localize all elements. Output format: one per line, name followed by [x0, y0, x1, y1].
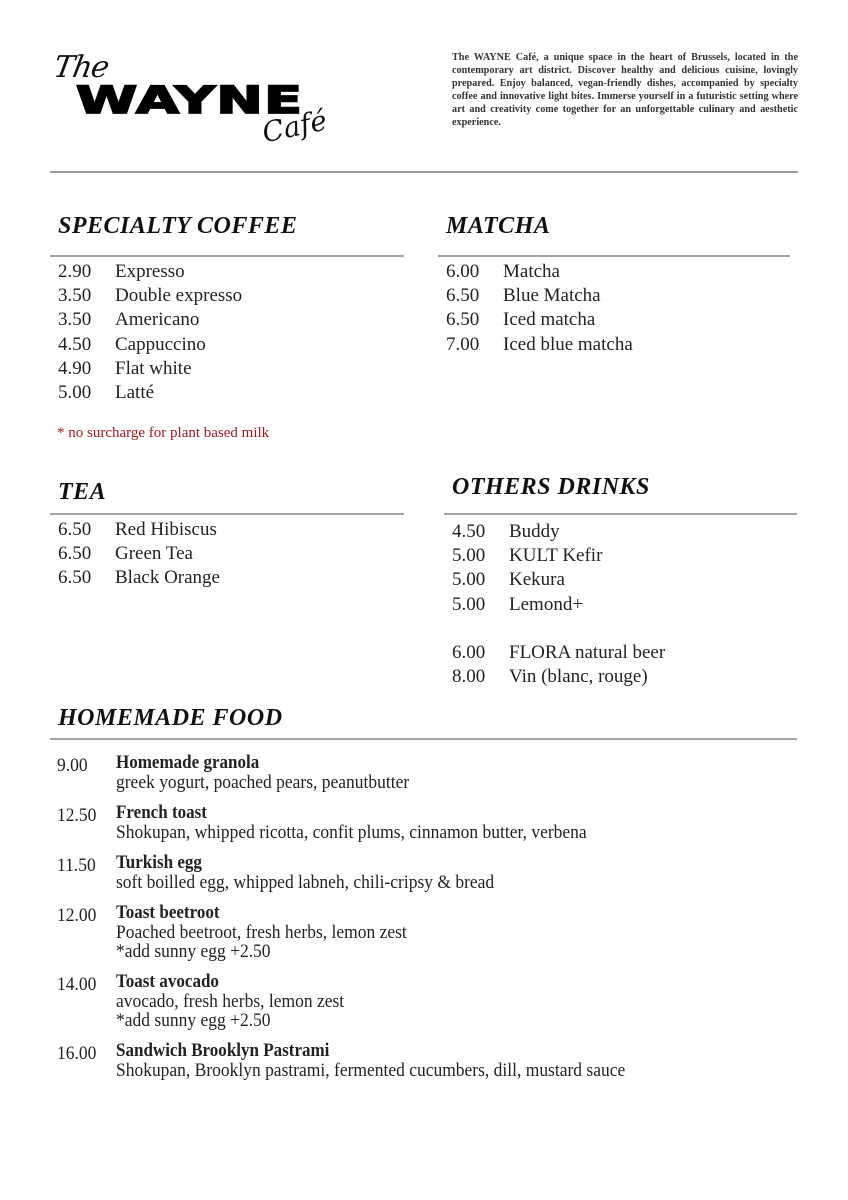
item-price: 7.00	[446, 333, 480, 355]
item-name: Turkish egg	[116, 853, 202, 873]
item-price: 3.50	[58, 285, 92, 307]
menu-item	[452, 665, 665, 689]
item-price: 2.90	[58, 261, 92, 282]
item-price: 16.00	[57, 1043, 97, 1064]
item-name: Americano	[115, 309, 200, 331]
item-price: 4.90	[58, 357, 92, 379]
item-description: Poached beetroot, fresh herbs, lemon zest	[116, 922, 407, 943]
item-name: FLORA natural beer	[509, 641, 666, 663]
item-price: 14.00	[57, 974, 97, 995]
menu-item	[58, 357, 242, 381]
header-divider	[50, 171, 798, 173]
section-title-specialty-coffee: SPECIALTY COFFEE	[58, 213, 298, 239]
section-divider-others-drinks	[444, 513, 797, 515]
item-price: 6.00	[446, 261, 480, 282]
logo-the-script: The	[50, 50, 112, 85]
item-name: Kekura	[509, 569, 565, 591]
menu-item	[58, 333, 242, 357]
menu-item	[58, 308, 242, 332]
item-price: 6.50	[58, 543, 92, 565]
item-description: greek yogurt, poached pears, peanutbutter	[116, 772, 410, 793]
item-name: Latté	[115, 381, 155, 403]
section-divider-tea	[50, 513, 404, 515]
list-spacer	[452, 617, 665, 641]
section-title-tea: TEA	[58, 479, 107, 505]
menu-item	[58, 381, 242, 405]
item-name: Red Hibiscus	[115, 519, 217, 540]
item-name: Iced matcha	[503, 309, 596, 331]
item-name: Homemade granola	[116, 753, 260, 773]
item-price: 6.50	[58, 567, 92, 589]
food-item	[57, 854, 797, 892]
section-title-others-drinks: OTHERS DRINKS	[452, 474, 650, 500]
others-drinks-list	[452, 520, 665, 689]
food-item	[57, 804, 797, 842]
item-price: 11.50	[57, 855, 96, 876]
section-divider-matcha	[438, 255, 790, 257]
item-name: Black Orange	[115, 567, 220, 589]
item-price: 6.50	[58, 519, 92, 540]
item-price: 6.50	[446, 309, 480, 331]
item-name: Cappuccino	[115, 333, 206, 355]
item-name: Lemond+	[509, 593, 584, 615]
item-price: 9.00	[57, 755, 88, 776]
menu-item	[58, 260, 242, 284]
item-name: Green Tea	[115, 543, 193, 565]
item-price: 6.00	[452, 641, 486, 663]
wayne-cafe-logo	[48, 48, 328, 163]
food-item	[57, 754, 797, 792]
item-price: 12.50	[57, 805, 97, 826]
item-name: Blue Matcha	[503, 285, 601, 307]
section-divider-homemade-food	[50, 738, 797, 740]
food-item	[57, 1042, 797, 1080]
homemade-food-list	[57, 754, 797, 1092]
item-name: Sandwich Brooklyn Pastrami	[116, 1041, 330, 1061]
matcha-list	[446, 260, 633, 357]
item-price: 4.50	[58, 333, 92, 355]
item-price: 8.00	[452, 665, 486, 687]
item-addon: *add sunny egg +2.50	[116, 941, 271, 962]
section-title-homemade-food: HOMEMADE FOOD	[58, 705, 283, 731]
item-addon: *add sunny egg +2.50	[116, 1010, 271, 1031]
menu-item	[446, 333, 633, 357]
item-name: Matcha	[503, 261, 560, 282]
menu-item	[58, 518, 220, 542]
section-divider-specialty-coffee	[50, 255, 404, 257]
item-description: avocado, fresh herbs, lemon zest	[116, 991, 345, 1012]
item-price: 5.00	[452, 593, 486, 615]
tea-list	[58, 518, 220, 591]
plant-milk-note: * no surcharge for plant based milk	[57, 425, 270, 441]
item-name: KULT Kefir	[509, 545, 603, 567]
item-description: Shokupan, Brooklyn pastrami, fermented cucumbers, dill, mustard sauce	[116, 1060, 626, 1081]
item-description: soft boilled egg, whipped labneh, chili-cripsy & bread	[116, 872, 495, 893]
menu-item	[58, 542, 220, 566]
item-price: 6.50	[446, 285, 480, 307]
menu-item	[452, 641, 665, 665]
item-name: Expresso	[115, 261, 185, 282]
menu-item	[58, 284, 242, 308]
item-price: 12.00	[57, 905, 97, 926]
item-name: Iced blue matcha	[503, 333, 633, 355]
item-price: 3.50	[58, 309, 92, 331]
specialty-coffee-list	[58, 260, 242, 405]
intro-paragraph: The WAYNE Café, a unique space in the heart of Brussels, located in the contemporary art district. Discover healthy and delicious cuisine, lovingly prepared. Enjoy balanced, vegan-friendly dishes, accompanied by specialty coffee and innovative light bites. Immerse yourself in a futuristic setting where art and creativity come together for an unforgettable culinary and aesthetic experience.	[452, 52, 798, 128]
item-name: Flat white	[115, 357, 192, 379]
menu-item	[452, 544, 665, 568]
item-name: French toast	[116, 803, 207, 823]
item-price: 5.00	[452, 569, 486, 591]
food-item	[57, 904, 797, 961]
menu-item	[452, 520, 665, 544]
logo-wayne-wordmark: WAYNE	[76, 78, 304, 123]
menu-item	[446, 260, 633, 284]
logo-cafe-script: Café	[259, 103, 330, 150]
food-item	[57, 973, 797, 1030]
item-price: 5.00	[58, 381, 92, 403]
item-name: Toast avocado	[116, 972, 219, 992]
item-name: Buddy	[509, 521, 560, 542]
menu-item	[446, 284, 633, 308]
menu-item	[452, 593, 665, 617]
item-price: 5.00	[452, 545, 486, 567]
item-name: Toast beetroot	[116, 903, 220, 923]
item-name: Vin (blanc, rouge)	[509, 665, 648, 687]
menu-item	[452, 568, 665, 592]
item-price: 4.50	[452, 521, 486, 542]
section-title-matcha: MATCHA	[446, 213, 551, 239]
menu-item	[58, 566, 220, 590]
menu-item	[446, 308, 633, 332]
item-name: Double expresso	[115, 285, 243, 307]
item-description: Shokupan, whipped ricotta, confit plums, cinnamon butter, verbena	[116, 822, 587, 843]
